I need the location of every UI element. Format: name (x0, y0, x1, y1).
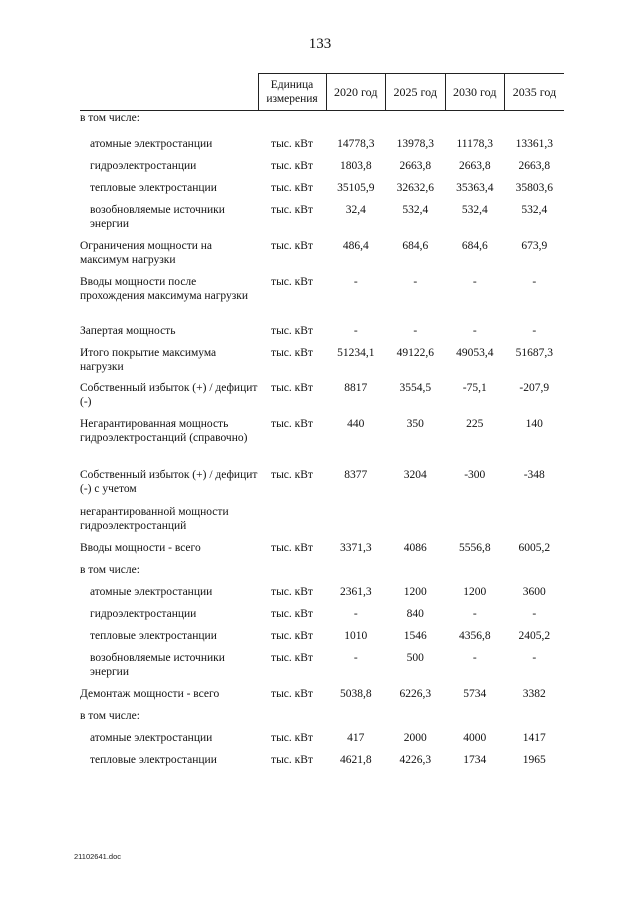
row-name: тепловые электростанции (90, 753, 217, 766)
row-value: 140 (525, 417, 543, 430)
row-value: 684,6 (461, 239, 488, 252)
row-unit: тыс. кВт (271, 468, 313, 481)
row-name: Вводы мощности после прохождения максимума нагрузки (80, 275, 249, 302)
row-name: в том числе: (80, 112, 140, 124)
row-value: 1965 (522, 753, 546, 766)
row-value (326, 111, 386, 137)
row-value: -75,1 (462, 381, 487, 394)
table-row (80, 381, 564, 417)
table-row (80, 563, 564, 585)
footer-filename: 21102641.doc (74, 852, 121, 861)
row-value: -207,9 (519, 381, 550, 394)
row-value: 14778,3 (337, 137, 375, 150)
row-value: - (413, 324, 418, 337)
row-name: атомные электростанции (90, 731, 213, 744)
row-value: - (532, 324, 537, 337)
row-value: 440 (347, 417, 365, 430)
row-value (505, 111, 565, 137)
row-name: атомные электростанции (90, 585, 213, 598)
row-value: 5038,8 (339, 687, 372, 700)
row-value: 684,6 (402, 239, 429, 252)
header-year-2025: 2025 год (386, 74, 446, 111)
row-name: Запертая мощность (80, 324, 176, 337)
header-year-2035: 2035 год (505, 74, 565, 111)
row-value: 8817 (344, 381, 368, 394)
row-value: 35105,9 (337, 181, 375, 194)
row-value: 1803,8 (339, 159, 372, 172)
row-unit: тыс. кВт (271, 687, 313, 700)
row-value: 51234,1 (337, 346, 375, 359)
row-value: 2663,8 (458, 159, 491, 172)
row-unit (258, 709, 326, 731)
row-value: 3554,5 (399, 381, 432, 394)
row-name: тепловые электростанции (90, 181, 217, 194)
row-value: 51687,3 (515, 346, 553, 359)
row-name: атомные электростанции (90, 137, 213, 150)
table-row (80, 111, 564, 137)
table-row (80, 468, 564, 505)
row-unit: тыс. кВт (271, 753, 313, 766)
table-row (80, 203, 564, 239)
row-value: 673,9 (521, 239, 548, 252)
row-value (445, 111, 505, 137)
row-value: 350 (406, 417, 424, 430)
row-value: - (472, 324, 477, 337)
row-value (445, 709, 505, 731)
row-value: 13361,3 (515, 137, 553, 150)
row-name: Собственный избыток (+) / дефицит (-) (80, 381, 258, 408)
header-unit-cell: Единица измерения (258, 74, 326, 111)
row-value: 2663,8 (399, 159, 432, 172)
row-unit: тыс. кВт (271, 324, 313, 337)
row-value: 2405,2 (518, 629, 551, 642)
table-row (80, 159, 564, 181)
table-row (80, 629, 564, 651)
row-value: - (353, 651, 358, 664)
row-value: 486,4 (342, 239, 369, 252)
table-row (80, 753, 564, 775)
row-value: - (532, 607, 537, 620)
row-name: Негарантированная мощность гидроэлектростанций (справочно) (80, 417, 248, 444)
row-unit: тыс. кВт (271, 137, 313, 150)
row-value: 532,4 (402, 203, 429, 216)
row-name: в том числе: (80, 709, 140, 722)
row-name: Вводы мощности - всего (80, 541, 201, 554)
table-row (80, 275, 564, 324)
row-value (386, 505, 446, 541)
row-value: 1010 (344, 629, 368, 642)
row-name: негарантированной мощности гидроэлектростанций (80, 505, 229, 532)
table-header-row (80, 74, 564, 111)
row-value: - (353, 275, 358, 288)
row-value: 49122,6 (396, 346, 434, 359)
row-unit (258, 111, 326, 137)
row-value: 5734 (463, 687, 487, 700)
row-value: - (532, 275, 537, 288)
row-value: 3204 (403, 468, 427, 481)
row-value: 35803,6 (515, 181, 553, 194)
row-value: 6226,3 (399, 687, 432, 700)
row-value: 840 (406, 607, 424, 620)
table-row (80, 731, 564, 753)
row-name: Ограничения мощности на максимум нагрузки (80, 239, 213, 266)
row-value: 13978,3 (396, 137, 434, 150)
row-value (445, 505, 505, 541)
row-value: 8377 (344, 468, 368, 481)
table-row (80, 709, 564, 731)
row-value: - (413, 275, 418, 288)
row-unit (258, 563, 326, 585)
row-name: Собственный избыток (+) / дефицит (-) с учетом (80, 468, 258, 495)
row-value: 1546 (403, 629, 427, 642)
row-value: 32,4 (345, 203, 366, 216)
row-value: -300 (464, 468, 486, 481)
row-value: 1417 (522, 731, 546, 744)
row-value: 5556,8 (458, 541, 491, 554)
row-unit: тыс. кВт (271, 203, 313, 216)
row-value (326, 505, 386, 541)
row-value: 49053,4 (456, 346, 494, 359)
table-row (80, 181, 564, 203)
row-unit: тыс. кВт (271, 607, 313, 620)
row-name: гидроэлектростанции (90, 607, 197, 620)
row-unit: тыс. кВт (271, 381, 313, 394)
row-value: - (532, 651, 537, 664)
row-value: 1200 (463, 585, 487, 598)
row-value: 4621,8 (339, 753, 372, 766)
row-unit: тыс. кВт (271, 541, 313, 554)
row-unit: тыс. кВт (271, 417, 313, 430)
row-value: 532,4 (521, 203, 548, 216)
row-value (386, 709, 446, 731)
row-value: 532,4 (461, 203, 488, 216)
row-value: - (353, 324, 358, 337)
row-unit: тыс. кВт (271, 629, 313, 642)
row-value: 2000 (403, 731, 427, 744)
row-unit: тыс. кВт (271, 651, 313, 664)
power-balance-table (80, 73, 564, 775)
row-value: 1734 (463, 753, 487, 766)
row-value: 4226,3 (399, 753, 432, 766)
table-row (80, 346, 564, 381)
row-value: - (353, 607, 358, 620)
row-value: 32632,6 (396, 181, 434, 194)
table-row (80, 137, 564, 159)
row-value (445, 563, 505, 585)
row-value (505, 709, 565, 731)
row-value: 2361,3 (339, 585, 372, 598)
page-number: 133 (308, 36, 332, 52)
row-value: 35363,4 (456, 181, 494, 194)
row-name: возобновляемые источники энергии (90, 651, 225, 678)
row-value: 2663,8 (518, 159, 551, 172)
row-unit: тыс. кВт (271, 275, 313, 288)
row-value (326, 563, 386, 585)
row-value: 6005,2 (518, 541, 551, 554)
row-value (326, 709, 386, 731)
row-value: -348 (523, 468, 545, 481)
row-value: 4000 (463, 731, 487, 744)
table-row (80, 541, 564, 563)
row-value: 11178,3 (456, 137, 494, 150)
header-year-2030: 2030 год (445, 74, 505, 111)
row-value: 3600 (522, 585, 546, 598)
row-value (505, 563, 565, 585)
row-value: - (472, 651, 477, 664)
table-row (80, 687, 564, 709)
header-year-2020: 2020 год (326, 74, 386, 111)
row-unit: тыс. кВт (271, 159, 313, 172)
row-unit: тыс. кВт (271, 346, 313, 359)
row-value: - (472, 275, 477, 288)
row-value: 4356,8 (458, 629, 491, 642)
table-row (80, 324, 564, 346)
row-name: Итого покрытие максимума нагрузки (80, 346, 217, 373)
table-row (80, 651, 564, 687)
row-value (386, 563, 446, 585)
row-unit: тыс. кВт (271, 585, 313, 598)
row-value: 4086 (403, 541, 427, 554)
table-row (80, 585, 564, 607)
row-name: гидроэлектростанции (90, 159, 197, 172)
row-value: 225 (466, 417, 484, 430)
row-value: 1200 (403, 585, 427, 598)
row-value: 3382 (522, 687, 546, 700)
table-row (80, 417, 564, 468)
row-name: Демонтаж мощности - всего (80, 687, 220, 700)
row-value: 500 (406, 651, 424, 664)
row-unit (258, 505, 326, 541)
header-name-cell (80, 74, 258, 111)
row-value (505, 505, 565, 541)
table-row (80, 607, 564, 629)
table-row (80, 505, 564, 541)
row-unit: тыс. кВт (271, 239, 313, 252)
row-name: возобновляемые источники энергии (90, 203, 225, 230)
table-row (80, 239, 564, 275)
row-unit: тыс. кВт (271, 181, 313, 194)
row-value: 3371,3 (339, 541, 372, 554)
row-value: 417 (347, 731, 365, 744)
row-name: тепловые электростанции (90, 629, 217, 642)
row-value (386, 111, 446, 137)
row-unit: тыс. кВт (271, 731, 313, 744)
row-value: - (472, 607, 477, 620)
row-name: в том числе: (80, 563, 140, 576)
table-body (80, 111, 564, 775)
